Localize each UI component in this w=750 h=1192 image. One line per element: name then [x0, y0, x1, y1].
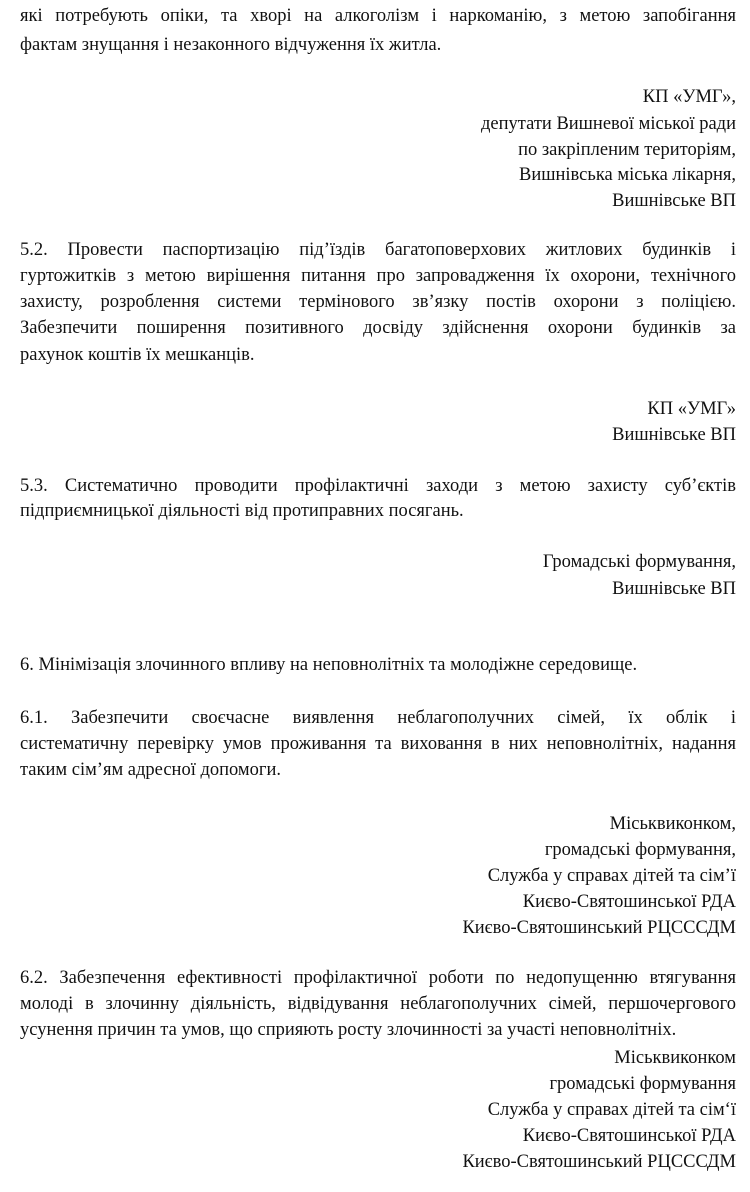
item-5-3-line-2: підприємницької діяльності від протиправних посягань.: [20, 501, 464, 521]
responsible-party: Вишнівська міська лікарня,: [519, 165, 736, 185]
responsible-party: Києво-Святошинський РЦСССДМ: [462, 918, 736, 938]
responsible-party: КП «УМГ»: [647, 399, 736, 419]
responsible-party: Києво-Святошинської РДА: [522, 892, 736, 912]
item-5-2-line-1: 5.2. Провести паспортизацію під’їздів багатоповерхових житлових будинків і: [20, 240, 736, 260]
intro-line-2: фактам знущання і незаконного відчуження їх житла.: [20, 35, 442, 55]
intro-line-1: які потребують опіки, та хворі на алкоголізм і наркоманію, з метою запобігання: [20, 6, 736, 26]
responsible-party: Києво-Святошинський РЦСССДМ: [462, 1152, 736, 1172]
item-5-3-line-1: 5.3. Систематично проводити профілактичні заходи з метою захисту суб’єктів: [20, 476, 736, 496]
responsible-party: Вишнівське ВП: [612, 579, 736, 599]
responsible-party: громадські формування: [549, 1074, 736, 1094]
item-5-2-line-5: рахунок коштів їх мешканців.: [20, 345, 255, 365]
responsible-party: Служба у справах дітей та сім‘ї: [487, 1100, 736, 1120]
item-5-2-line-3: захисту, розроблення системи термінового зв’язку постів охорони з поліцією.: [20, 292, 736, 312]
responsible-party: Міськвиконком: [614, 1048, 736, 1068]
responsible-party: Києво-Святошинської РДА: [522, 1126, 736, 1146]
item-6-1-line-1: 6.1. Забезпечити своєчасне виявлення неблагополучних сімей, їх облік і: [20, 708, 736, 728]
item-6-2-line-1: 6.2. Забезпечення ефективності профілактичної роботи по недопущенню втягування: [20, 968, 736, 988]
responsible-party: КП «УМГ»,: [642, 87, 736, 107]
item-6-1-line-2: систематичну перевірку умов проживання та виховання в них неповнолітніх, надання: [20, 734, 736, 754]
responsible-party: Вишнівське ВП: [612, 425, 736, 445]
item-6-2-line-3: усунення причин та умов, що сприяють росту злочинності за участі неповнолітніх.: [20, 1020, 677, 1040]
responsible-party: Міськвиконком,: [609, 814, 736, 834]
section-6-heading: 6. Мінімізація злочинного впливу на неповнолітніх та молодіжне середовище.: [20, 655, 638, 675]
responsible-party: по закріпленим територіям,: [518, 140, 736, 160]
responsible-party: Служба у справах дітей та сім’ї: [487, 866, 736, 886]
item-6-1-line-3: таким сім’ям адресної допомоги.: [20, 760, 282, 780]
responsible-party: депутати Вишневої міської ради: [481, 114, 736, 134]
item-5-2-line-4: Забезпечити поширення позитивного досвіду здійснення охорони будинків за: [20, 318, 736, 338]
item-5-2-line-2: гуртожитків з метою вирішення питання про запровадження їх охорони, технічного: [20, 266, 736, 286]
responsible-party: громадські формування,: [544, 840, 736, 860]
responsible-party: Громадські формування,: [542, 552, 736, 572]
responsible-party: Вишнівське ВП: [612, 191, 736, 211]
item-6-2-line-2: молоді в злочинну діяльність, відвідування неблагополучних сімей, першочергового: [20, 994, 736, 1014]
